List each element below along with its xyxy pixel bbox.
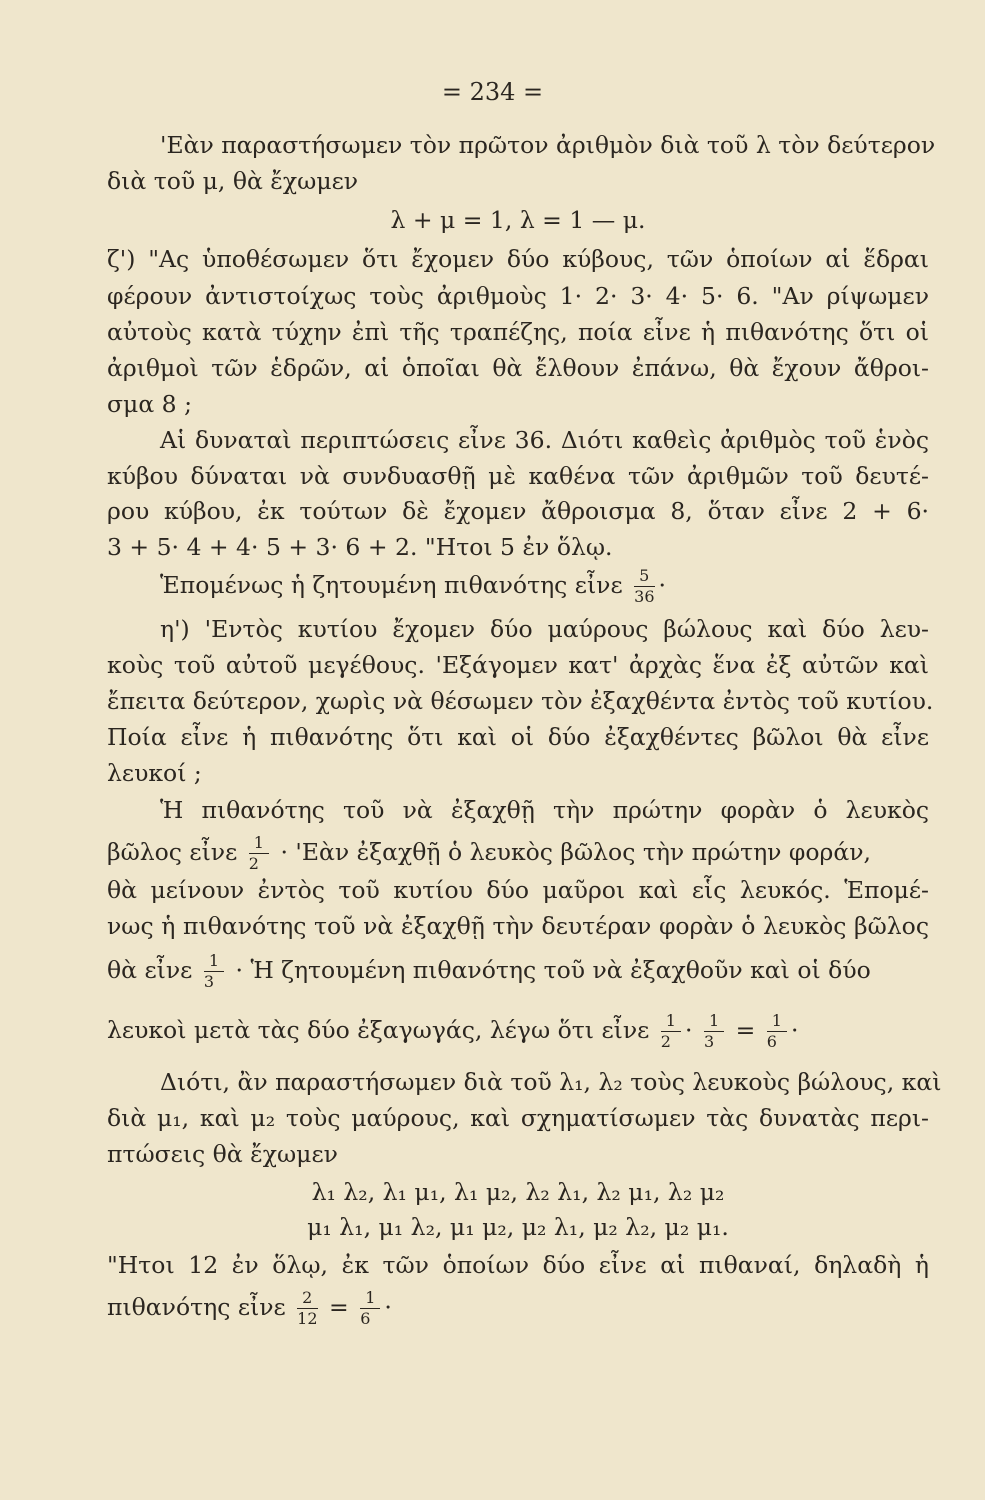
text-line: κύβου δύναται νὰ συνδυασθῇ μὲ καθένα τῶν ἀριθμῶν τοῦ δευτέ- <box>107 462 929 490</box>
numerator: 1 <box>661 1013 681 1032</box>
fraction-1-3 <box>704 1013 724 1050</box>
denominator: 3 <box>703 1032 715 1051</box>
text-line <box>107 1013 929 1050</box>
text-line: ἔπειτα δεύτερον, χωρὶς νὰ θέσωμεν τὸν ἐξαχθέντα ἐντὸς τοῦ κυτίου. <box>107 687 934 715</box>
text-line: ζ') "Ας ὑποθέσωμεν ὅτι ἔχομεν δύο κύβους, τῶν ὁποίων αἱ ἕδραι <box>107 245 929 273</box>
text-line: λευκοί ; <box>107 759 202 787</box>
text-line <box>107 953 929 990</box>
fraction-1-6 <box>360 1290 380 1327</box>
equation-line: λ + μ = 1, λ = 1 — μ. <box>390 206 646 234</box>
text-line <box>107 835 929 872</box>
fraction-1-3 <box>204 953 224 990</box>
fraction-1-2 <box>661 1013 681 1050</box>
text-line <box>160 568 929 605</box>
dot: · <box>384 1293 392 1321</box>
numerator: 1 <box>360 1290 380 1309</box>
text-line: ἀριθμοὶ τῶν ἑδρῶν, αἱ ὁποῖαι θὰ ἔλθουν ἐπάνω, θὰ ἔχουν ἄθροι- <box>107 354 929 382</box>
text-line: η') 'Εντὸς κυτίου ἔχομεν δύο μαύρους βώλους καὶ δύο λευ- <box>160 615 929 643</box>
numerator: 1 <box>204 953 224 972</box>
text-line: "Ητοι 12 ἐν ὅλῳ, ἐκ τῶν ὁποίων δύο εἶνε αἱ πιθαναί, δηλαδὴ ἡ <box>107 1251 929 1279</box>
equals: = <box>329 1293 349 1321</box>
text-segment: πιθανότης εἶνε <box>107 1293 286 1321</box>
text-line: 'Εὰν παραστήσωμεν τὸν πρῶτον ἀριθμὸν διὰ τοῦ λ τὸν δεύτερον <box>160 131 936 159</box>
text-segment: θὰ εἶνε <box>107 956 193 984</box>
text-line: νως ἡ πιθανότης τοῦ νὰ ἐξαχθῇ τὴν δευτέραν φορὰν ὁ λευκὸς βῶλος <box>107 912 929 940</box>
text-line: πτώσεις θὰ ἔχωμεν <box>107 1140 338 1168</box>
text-segment: λευκοὶ μετὰ τὰς δύο ἐξαγωγάς, λέγω ὅτι εἶνε <box>107 1016 650 1044</box>
text-line: διὰ μ₁, καὶ μ₂ τοὺς μαύρους, καὶ σχηματίσωμεν τὰς δυνατὰς περι- <box>107 1104 929 1132</box>
numerator: 1 <box>249 835 269 854</box>
text-line: Διότι, ἂν παραστήσωμεν διὰ τοῦ λ₁, λ₂ τοὺς λευκοὺς βώλους, καὶ <box>160 1068 942 1096</box>
denominator: 12 <box>297 1309 318 1328</box>
text-line: Αἱ δυναταὶ περιπτώσεις εἶνε 36. Διότι καθεὶς ἀριθμὸς τοῦ ἑνὸς <box>160 426 929 454</box>
text-line: Ποία εἶνε ἡ πιθανότης ὅτι καὶ οἱ δύο ἐξαχθέντες βῶλοι θὰ εἶνε <box>107 723 929 751</box>
fraction-1-2 <box>249 835 269 872</box>
text-line: αὐτοὺς κατὰ τύχην ἐπὶ τῆς τραπέζης, ποία εἶνε ἡ πιθανότης ὅτι οἱ <box>107 318 929 346</box>
denominator: 6 <box>766 1032 777 1051</box>
denominator: 3 <box>203 972 215 991</box>
text-line: διὰ τοῦ μ, θὰ ἔχωμεν <box>107 167 359 195</box>
text-line: Ἡ πιθανότης τοῦ νὰ ἐξαχθῇ τὴν πρώτην φορὰν ὁ λευκὸς <box>160 796 929 824</box>
numerator: 2 <box>297 1290 317 1309</box>
text-line: κοὺς τοῦ αὐτοῦ μεγέθους. 'Εξάγομεν κατ' ἀρχὰς ἕνα ἐξ αὐτῶν καὶ <box>107 651 929 679</box>
numerator: 1 <box>704 1013 724 1032</box>
text-segment: Ἑπομένως ἡ ζητουμένη πιθανότης εἶνε <box>160 571 623 599</box>
denominator: 6 <box>360 1309 371 1328</box>
fraction-1-6 <box>767 1013 787 1050</box>
text-line: θὰ μείνουν ἐντὸς τοῦ κυτίου δύο μαῦροι καὶ εἷς λευκός. Ἑπομέ- <box>107 876 929 904</box>
text-segment: · Ἡ ζητουμένη πιθανότης τοῦ νὰ ἐξαχθοῦν καὶ οἱ δύο <box>235 956 871 984</box>
text-line: φέρουν ἀντιστοίχως τοὺς ἀριθμοὺς 1· 2· 3· 4· 5· 6. "Αν ρίψωμεν <box>107 282 929 310</box>
fraction-5-36 <box>634 568 654 605</box>
denominator: 2 <box>660 1032 671 1051</box>
text-line <box>107 1290 929 1327</box>
text-segment: · 'Εὰν ἐξαχθῇ ὁ λευκὸς βῶλος τὴν πρώτην φοράν, <box>280 838 871 866</box>
cases-line: λ₁ λ₂, λ₁ μ₁, λ₁ μ₂, λ₂ λ₁, λ₂ μ₁, λ₂ μ₂ <box>311 1178 725 1206</box>
text-line: σμα 8 ; <box>107 390 192 418</box>
page-number: = 234 = <box>441 78 544 106</box>
dot: · <box>684 1016 693 1044</box>
dot: · <box>658 571 666 599</box>
denominator: 36 <box>634 587 655 606</box>
numerator: 5 <box>634 568 654 587</box>
numerator: 1 <box>767 1013 787 1032</box>
text-line: 3 + 5· 4 + 4· 5 + 3· 6 + 2. "Ητοι 5 ἐν ὅλῳ. <box>107 533 613 561</box>
text-line: ρου κύβου, ἐκ τούτων δὲ ἔχομεν ἄθροισμα 8, ὅταν εἶνε 2 + 6· <box>107 497 929 525</box>
fraction-2-12 <box>297 1290 317 1327</box>
cases-line: μ₁ λ₁, μ₁ λ₂, μ₁ μ₂, μ₂ λ₁, μ₂ λ₂, μ₂ μ₁. <box>307 1213 729 1241</box>
dot: · <box>790 1016 799 1044</box>
denominator: 2 <box>248 854 259 873</box>
equals: = <box>735 1016 756 1044</box>
text-segment: βῶλος εἶνε <box>107 838 238 866</box>
